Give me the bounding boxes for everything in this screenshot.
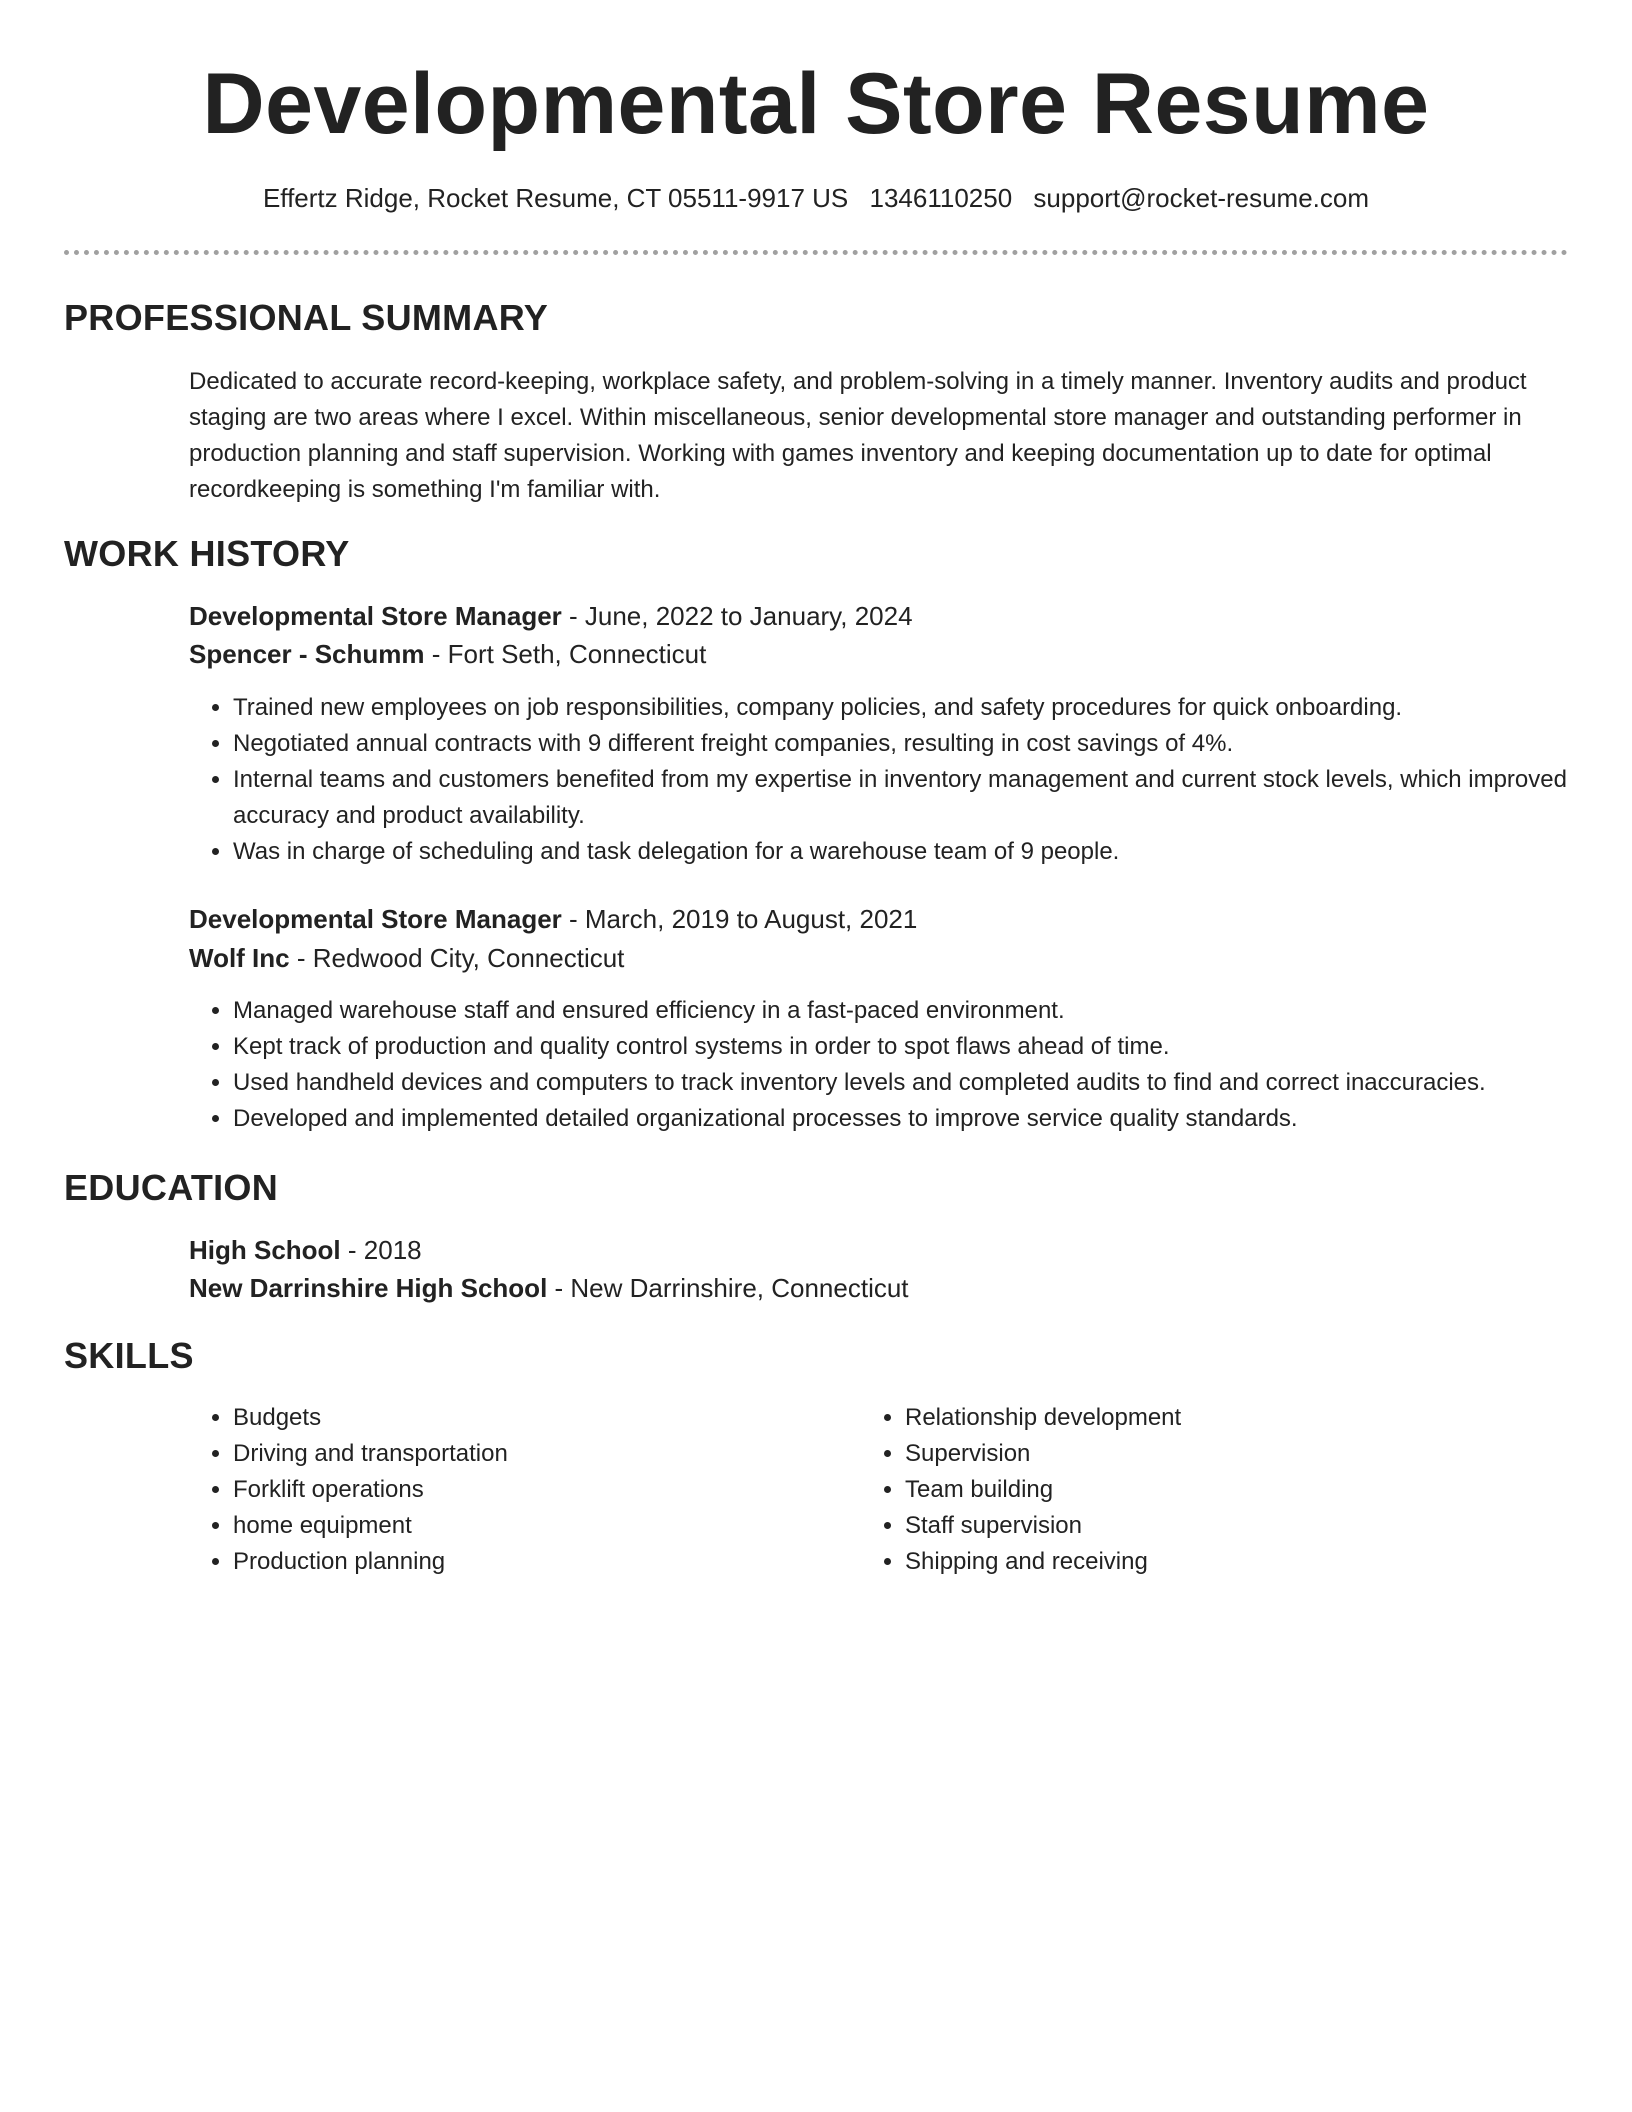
- section-title-skills: SKILLS: [64, 1335, 194, 1376]
- list-item: • Was in charge of scheduling and task delegation for a warehouse team of 9 people.: [233, 834, 1573, 870]
- list-item: • Developed and implemented detailed organizational processes to improve service quality standards.: [233, 1101, 1573, 1137]
- list-item: • Kept track of production and quality control systems in order to spot flaws ahead of time.: [233, 1029, 1573, 1065]
- section-title-education: EDUCATION: [64, 1167, 279, 1208]
- job-1-title-line: [189, 598, 1569, 634]
- job-1-company: Spencer - Schumm: [189, 639, 425, 669]
- list-item: • Internal teams and customers benefited from my expertise in inventory management and current stock levels, which improved accuracy and product availability.: [233, 762, 1573, 834]
- education-year: - 2018: [340, 1235, 422, 1265]
- job-2-location: - Redwood City, Connecticut: [289, 943, 625, 973]
- job-2-title-line: [189, 901, 1569, 937]
- education-location: - New Darrinshire, Connecticut: [547, 1273, 909, 1303]
- resume-title: Developmental Store Resume: [202, 56, 1430, 152]
- contact-line: [64, 180, 1568, 216]
- list-item: • Driving and transportation: [233, 1436, 833, 1472]
- job-2-role: Developmental Store Manager: [189, 904, 562, 934]
- list-item: • Used handheld devices and computers to track inventory levels and completed audits to find and correct inaccuracies.: [233, 1065, 1573, 1101]
- job-2-company-line: [189, 940, 1569, 976]
- list-item: • Trained new employees on job responsibilities, company policies, and safety procedures for quick onboarding.: [233, 690, 1573, 726]
- job-1-location: - Fort Seth, Connecticut: [424, 639, 707, 669]
- education-school-line: [189, 1270, 1569, 1306]
- list-item: • Supervision: [905, 1436, 1505, 1472]
- skills-list-right: [861, 1400, 1505, 1580]
- summary-text: Dedicated to accurate record-keeping, workplace safety, and problem-solving in a timely manner. Inventory audits and product staging are two areas where I excel. Within miscellaneous, senior developmental store manager and outstanding performer in production planning and staff supervision. Working with games inventory and keeping documentation up to date for optimal recordkeeping is something I'm familiar with.: [189, 368, 1527, 503]
- skills-list-left: [189, 1400, 833, 1580]
- contact-phone: 1346110250: [869, 183, 1013, 213]
- education-school: New Darrinshire High School: [189, 1273, 548, 1303]
- education-degree: High School: [189, 1235, 341, 1265]
- header-divider: [64, 250, 1568, 255]
- job-1-company-line: [189, 636, 1569, 672]
- list-item: • Negotiated annual contracts with 9 different freight companies, resulting in cost savings of 4%.: [233, 726, 1573, 762]
- list-item: • Production planning: [233, 1544, 833, 1580]
- list-item: • Staff supervision: [905, 1508, 1505, 1544]
- list-item: • Shipping and receiving: [905, 1544, 1505, 1580]
- job-1-dates: - June, 2022 to January, 2024: [561, 601, 913, 631]
- education-degree-line: [189, 1232, 1569, 1268]
- job-2-company: Wolf Inc: [189, 943, 290, 973]
- job-1-bullets: [189, 690, 1573, 870]
- contact-address: Effertz Ridge, Rocket Resume, CT 05511-9917 US: [262, 183, 849, 213]
- list-item: • home equipment: [233, 1508, 833, 1544]
- contact-email: support@rocket-resume.com: [1033, 183, 1370, 213]
- job-2-bullets: [189, 993, 1573, 1137]
- list-item: • Budgets: [233, 1400, 833, 1436]
- section-title-work-history: WORK HISTORY: [64, 533, 350, 574]
- job-2-dates: - March, 2019 to August, 2021: [561, 904, 918, 934]
- list-item: • Team building: [905, 1472, 1505, 1508]
- list-item: • Relationship development: [905, 1400, 1505, 1436]
- list-item: • Managed warehouse staff and ensured efficiency in a fast-paced environment.: [233, 993, 1573, 1029]
- list-item: • Forklift operations: [233, 1472, 833, 1508]
- job-1-role: Developmental Store Manager: [189, 601, 562, 631]
- section-title-summary: PROFESSIONAL SUMMARY: [64, 297, 549, 338]
